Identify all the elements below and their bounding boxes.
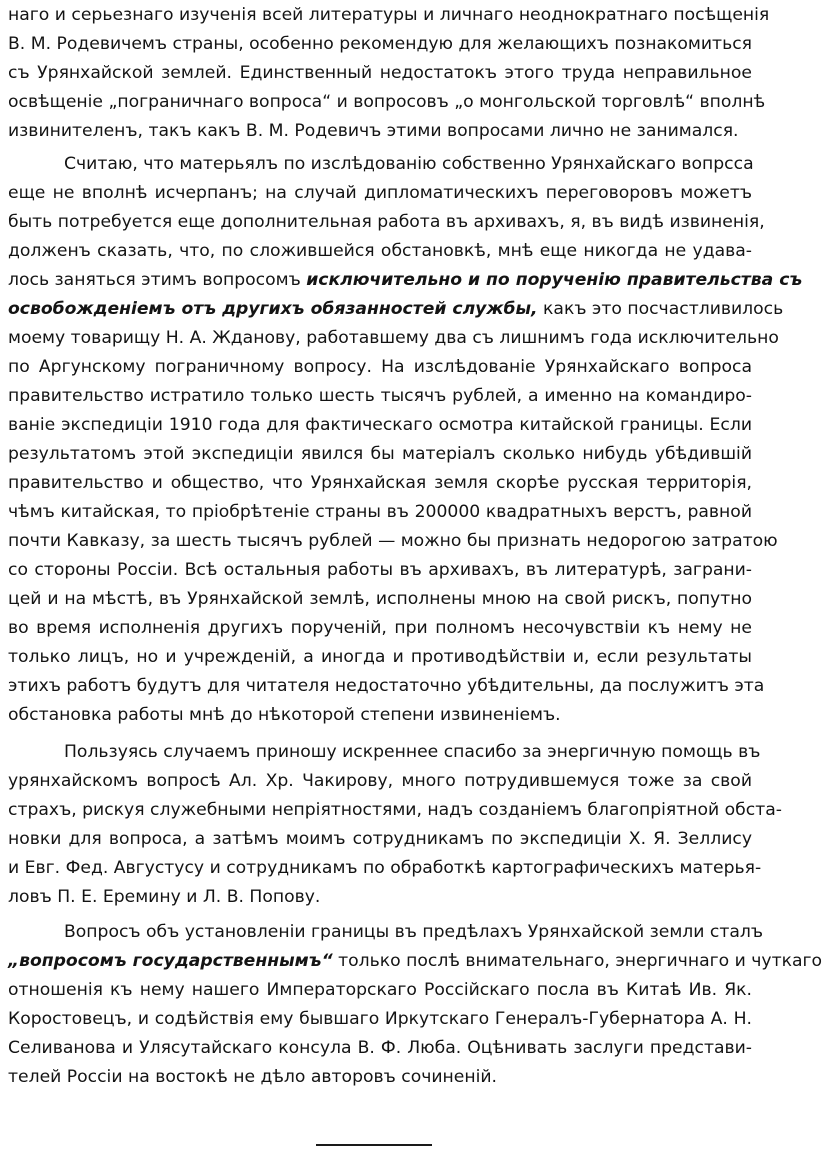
text-line: В. М. Родевичемъ страны, особенно рекомендую для желающихъ познакомиться bbox=[8, 34, 752, 54]
text-line: съ Урянхайской землей. Единственный недостатокъ этого труда неправильное bbox=[8, 63, 752, 83]
text-line: чѣмъ китайская, то пріобрѣтеніе страны въ 200000 квадратныхъ верстъ, равной bbox=[8, 502, 752, 522]
text-line: правительство истратило только шесть тысячъ рублей, а именно на командиро- bbox=[8, 386, 752, 406]
emphasized-phrase: освобожденіемъ отъ другихъ обязанностей службы, bbox=[8, 299, 538, 319]
text-line: ваніе экспедиціи 1910 года для фактическаго осмотра китайской границы. Если bbox=[8, 415, 752, 435]
text-line: долженъ сказать, что, по сложившейся обстановкѣ, мнѣ еще никогда не удава- bbox=[8, 241, 752, 261]
text-line: обстановка работы мнѣ до нѣкоторой степени извиненіемъ. bbox=[8, 705, 561, 725]
text-line: Коростовецъ, и содѣйствія ему бывшаго Иркутскаго Генералъ-Губернатора А. Н. bbox=[8, 1009, 752, 1029]
text-line: во время исполненія другихъ порученій, при полномъ несочувствіи къ нему не bbox=[8, 618, 752, 638]
text-line: освѣщеніе „пограничнаго вопроса“ и вопросовъ „о монгольской торговлѣ“ вполнѣ bbox=[8, 92, 766, 112]
text-line: извинителенъ, такъ какъ В. М. Родевичъ этими вопросами лично не занимался. bbox=[8, 121, 739, 141]
text-line: правительство и общество, что Урянхайская земля скорѣе русская территорія, bbox=[8, 473, 752, 493]
text-line: Вопросъ объ установленіи границы въ предѣлахъ Урянхайской земли сталъ bbox=[64, 922, 764, 942]
text-line: Считаю, что матерьялъ по изслѣдованію собственно Урянхайскаго вопрсса bbox=[64, 154, 754, 174]
text-line-with-emphasis bbox=[8, 266, 803, 294]
emphasized-phrase: „вопросомъ государственнымъ“ bbox=[8, 951, 333, 971]
text-line: нагo и серьезнаго изученія всей литературы и личнаго неоднократнаго посѣщенія bbox=[8, 5, 770, 25]
text-line: этихъ работъ будутъ для читателя недостаточно убѣдительны, да послужитъ эта bbox=[8, 676, 765, 696]
section-divider bbox=[316, 1144, 432, 1146]
text-line: страхъ, рискуя служебными непріятностями, надъ созданіемъ благопріятной обста- bbox=[8, 800, 782, 820]
text-line: моему товарищу Н. А. Жданову, работавшему два съ лишнимъ года исключительно bbox=[8, 328, 779, 348]
text-line: быть потребуется еще дополнительная работа въ архивахъ, я, въ видѣ извиненія, bbox=[8, 212, 765, 232]
text-line: результатомъ этой экспедиціи явился бы матеріалъ сколько нибудь убѣдившій bbox=[8, 444, 752, 464]
text-line: Селиванова и Улясутайскаго консула В. Ф. Люба. Оцѣнивать заслуги представи- bbox=[8, 1038, 752, 1058]
text-line: ловъ П. Е. Еремину и Л. В. Попову. bbox=[8, 887, 321, 907]
text-run: лось заняться этимъ вопросомъ bbox=[8, 270, 301, 290]
text-line: Пользуясь случаемъ приношу искреннее спасибо за энергичную помощь въ bbox=[64, 742, 761, 762]
text-run: какъ это посчастливилось bbox=[543, 299, 784, 319]
text-line: со стороны Россіи. Всѣ остальныя работы въ архивахъ, въ литературѣ, заграни- bbox=[8, 560, 752, 580]
text-line: и Евг. Фед. Августусу и сотрудникамъ по обработкѣ картографическихъ матерья- bbox=[8, 858, 762, 878]
text-line: почти Кавказу, за шесть тысячъ рублей — можно бы признать недорогою затратою bbox=[8, 531, 778, 551]
text-line: новки для вопроса, а затѣмъ моимъ сотрудникамъ по экспедиціи Х. Я. Зеллису bbox=[8, 829, 752, 849]
text-run: только послѣ внимательнаго, энергичнаго и чуткаго bbox=[338, 951, 822, 971]
text-line: только лицъ, но и учрежденій, а иногда и противодѣйствіи и, если результаты bbox=[8, 647, 752, 667]
text-line-with-emphasis bbox=[8, 295, 784, 323]
text-line: по Аргунскому пограничному вопросу. На изслѣдованіе Урянхайскаго вопроса bbox=[8, 357, 752, 377]
emphasized-phrase: исключительно и по порученію правительства съ bbox=[306, 270, 803, 290]
text-line-with-emphasis bbox=[8, 947, 822, 975]
text-line: еще не вполнѣ исчерпанъ; на случай дипломатическихъ переговоровъ можетъ bbox=[8, 183, 752, 203]
text-line: цей и на мѣстѣ, въ Урянхайской землѣ, исполнены мною на свой рискъ, попутно bbox=[8, 589, 752, 609]
text-line: телей Россіи на востокѣ не дѣло авторовъ сочиненій. bbox=[8, 1067, 497, 1087]
text-line: отношенія къ нему нашего Императорскаго Россійскаго посла въ Китаѣ Ив. Як. bbox=[8, 980, 752, 1000]
text-line: урянхайскомъ вопросѣ Ал. Хр. Чакирову, много потрудившемуся тоже за свой bbox=[8, 771, 752, 791]
